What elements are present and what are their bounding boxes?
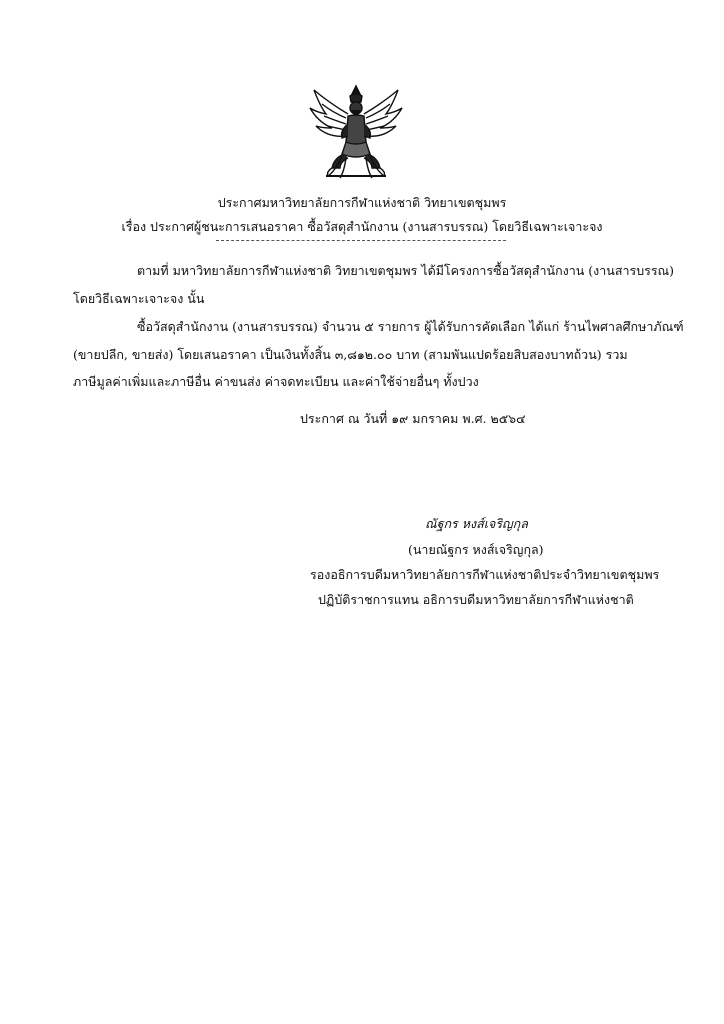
signer-position: รองอธิการบดีมหาวิทยาลัยการกีฬาแห่งชาติประจำวิทยาเขตชุมพร <box>310 567 660 582</box>
paragraph-2-line-3: ภาษีมูลค่าเพิ่มและภาษีอื่น ค่าขนส่ง ค่าจดทะเบียน และค่าใช้จ่ายอื่นๆ ทั้งปวง <box>73 374 479 389</box>
paragraph-2-line-1: ซื้อวัสดุสำนักงาน (งานสารบรรณ) จำนวน ๕ รายการ ผู้ได้รับการคัดเลือก ได้แก่ ร้านไพศาลศึกษาภัณฑ์ <box>137 319 684 334</box>
announcement-title: ประกาศมหาวิทยาลัยการกีฬาแห่งชาติ วิทยาเขตชุมพร <box>217 195 507 210</box>
announcement-subject: เรื่อง ประกาศผู้ชนะการเสนอราคา ซื้อวัสดุสำนักงาน (งานสารบรรณ) โดยวิธีเฉพาะเจาะจง <box>121 219 603 234</box>
divider-line <box>216 240 506 241</box>
paragraph-1-line-2: โดยวิธีเฉพาะเจาะจง นั้น <box>73 291 205 306</box>
signature: ณัฐกร หงส์เจริญกุล <box>425 516 528 531</box>
announcement-date: ประกาศ ณ วันที่ ๑๙ มกราคม พ.ศ. ๒๕๖๔ <box>300 411 526 426</box>
paragraph-1-line-1: ตามที่ มหาวิทยาลัยการกีฬาแห่งชาติ วิทยาเขตชุมพร ได้มีโครงการซื้อวัสดุสำนักงาน (งานสารบรรณ) <box>137 263 675 278</box>
signer-acting-position: ปฏิบัติราชการแทน อธิการบดีมหาวิทยาลัยการกีฬาแห่งชาติ <box>318 592 634 607</box>
paragraph-2-line-2: (ขายปลีก, ขายส่ง) โดยเสนอราคา เป็นเงินทั้งสิ้น ๓,๘๑๒.๐๐ บาท (สามพันแปดร้อยสิบสองบาทถ้วน) รวม <box>73 347 628 362</box>
signer-printed-name: (นายณัฐกร หงส์เจริญกุล) <box>408 542 544 557</box>
garuda-emblem-icon <box>306 84 406 182</box>
